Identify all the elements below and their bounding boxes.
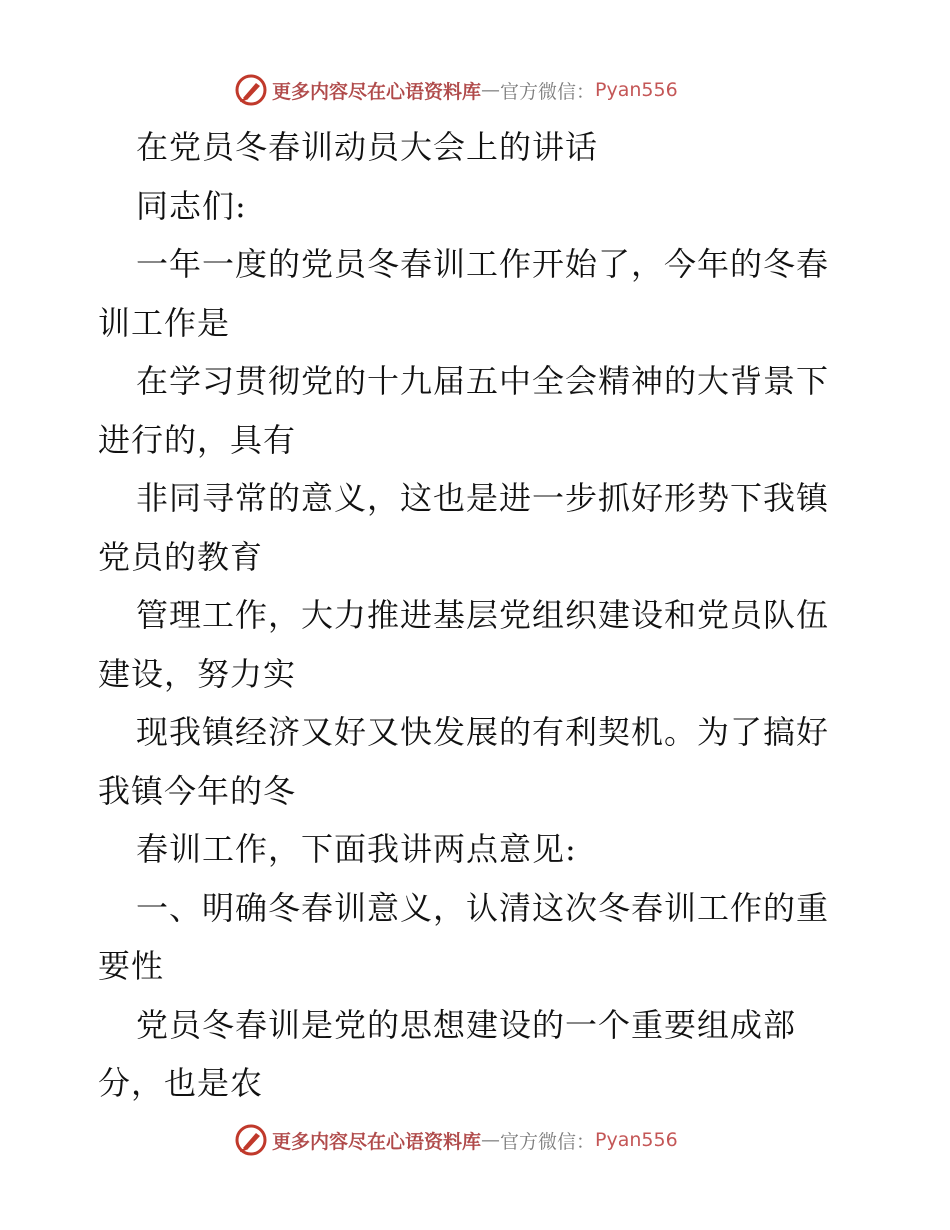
- watermark-dash: —: [481, 79, 501, 101]
- paragraph-line: 党员的教育: [98, 537, 264, 576]
- watermark-main-text: 更多内容尽在心语资料库: [272, 1130, 482, 1153]
- document-title: 在党员冬春训动员大会上的讲话: [136, 128, 599, 166]
- footer-watermark: [234, 1120, 678, 1160]
- section-heading-continued: 要性: [98, 947, 165, 985]
- paragraph-line: 党员冬春训是党的思想建设的一个重要组成部: [136, 1005, 797, 1044]
- paragraph-line: 非同寻常的意义，这也是进一步抓好形势下我镇: [136, 479, 830, 517]
- paragraph-line: 训工作是: [98, 303, 231, 342]
- paragraph-line: 春训工作，下面我讲两点意见:: [136, 830, 577, 868]
- paragraph-line: 管理工作，大力推进基层党组织建设和党员队伍: [136, 596, 830, 634]
- quill-logo-icon: [234, 73, 268, 107]
- salutation: 同志们:: [136, 186, 247, 225]
- watermark-id-text: Pyan556: [595, 1129, 678, 1151]
- paragraph-line: 一年一度的党员冬春训工作开始了，今年的冬春: [136, 245, 830, 283]
- header-watermark: [234, 70, 678, 110]
- paragraph-line: 我镇今年的冬: [98, 771, 297, 810]
- section-heading: 一、明确冬春训意义，认清这次冬春训工作的重: [136, 888, 830, 927]
- paragraph-line: 在学习贯彻党的十九届五中全会精神的大背景下: [136, 362, 830, 400]
- paragraph-line: 现我镇经济又好又快发展的有利契机。为了搞好: [136, 713, 830, 751]
- quill-logo-icon: [234, 1123, 268, 1157]
- watermark-sub-text: 官方微信：: [500, 1130, 596, 1153]
- document-body: [98, 118, 858, 1113]
- watermark-id-text: Pyan556: [595, 79, 678, 101]
- watermark-sub-text: 官方微信：: [500, 80, 596, 103]
- paragraph-line: 分，也是农: [98, 1064, 264, 1102]
- paragraph-line: 建设，努力实: [98, 654, 297, 693]
- paragraph-line: 进行的，具有: [98, 420, 297, 459]
- watermark-dash: —: [481, 1129, 501, 1151]
- watermark-main-text: 更多内容尽在心语资料库: [272, 80, 482, 103]
